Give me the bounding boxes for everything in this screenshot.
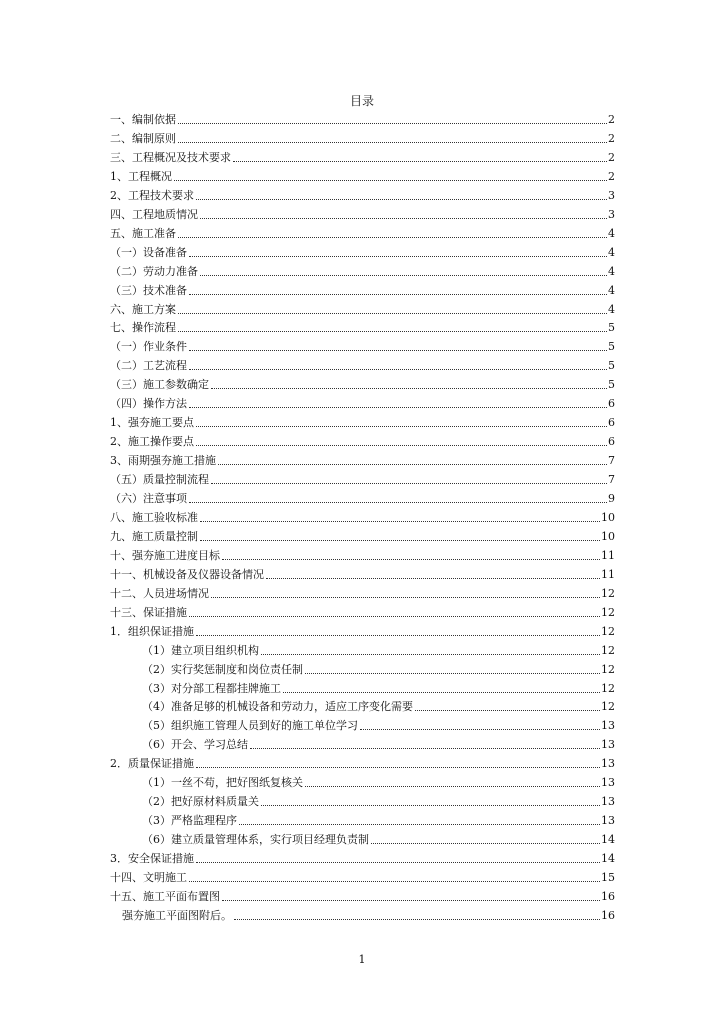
toc-entry[interactable] bbox=[110, 261, 615, 279]
toc-entry[interactable] bbox=[110, 374, 615, 392]
toc-entry[interactable] bbox=[110, 317, 615, 335]
toc-entry-title: 九、施工质量控制 bbox=[110, 529, 198, 543]
toc-entry-title: 十四、文明施工 bbox=[110, 871, 187, 884]
toc-entry-page: 10 bbox=[601, 510, 615, 524]
toc-dot-leader bbox=[189, 349, 607, 351]
toc-entry[interactable] bbox=[110, 393, 615, 411]
toc-entry-page: 6 bbox=[608, 397, 615, 411]
toc-entry-page: 11 bbox=[601, 567, 615, 581]
toc-entry-page: 10 bbox=[601, 529, 615, 543]
toc-entry-page: 5 bbox=[608, 340, 615, 354]
toc-dot-leader bbox=[196, 444, 607, 446]
toc-entry-title: 2、施工操作要点 bbox=[110, 435, 194, 449]
toc-entry-title: （五）质量控制流程 bbox=[110, 473, 209, 487]
toc-dot-leader bbox=[222, 558, 600, 560]
toc-entry[interactable] bbox=[110, 431, 615, 449]
toc-entry-page: 3 bbox=[608, 207, 615, 221]
toc-entry[interactable] bbox=[110, 753, 615, 771]
toc-entry-page: 13 bbox=[601, 795, 615, 809]
toc-entry-page: 16 bbox=[601, 889, 615, 903]
toc-dot-leader bbox=[305, 785, 600, 787]
toc-dot-leader bbox=[222, 899, 600, 901]
toc-dot-leader bbox=[261, 804, 600, 806]
toc-entry-page: 15 bbox=[601, 871, 615, 884]
toc-entry-title: （一）作业条件 bbox=[110, 340, 187, 354]
toc-entry-title: 十五、施工平面布置图 bbox=[110, 889, 220, 903]
toc-entry-title: （二）工艺流程 bbox=[110, 359, 187, 373]
toc-entry-title: （6）开会、学习总结 bbox=[142, 738, 248, 752]
toc-entry-title: 3．安全保证措施 bbox=[110, 852, 194, 866]
toc-entry[interactable] bbox=[110, 450, 615, 468]
toc-dot-leader bbox=[189, 501, 607, 503]
toc-entry-title: （5）组织施工管理人员到好的施工单位学习 bbox=[142, 719, 358, 733]
toc-entry-title: （四）操作方法 bbox=[110, 397, 187, 411]
toc-entry-title: 2、工程技术要求 bbox=[110, 188, 194, 202]
toc-entry-title: 十、强夯施工进度目标 bbox=[110, 548, 220, 562]
toc-entry-title: 1．组织保证措施 bbox=[110, 624, 194, 638]
toc-entry-page: 11 bbox=[601, 548, 615, 562]
toc-entry-page: 12 bbox=[601, 605, 615, 619]
toc-entry[interactable] bbox=[110, 280, 615, 298]
toc-entry-title: （一）设备准备 bbox=[110, 245, 187, 259]
toc-entry-title: （三）技术准备 bbox=[110, 283, 187, 297]
toc-dot-leader bbox=[234, 918, 600, 920]
toc-entry-title: （二）劳动力准备 bbox=[110, 264, 198, 278]
toc-dot-leader bbox=[218, 463, 607, 465]
toc-entry[interactable] bbox=[110, 583, 615, 601]
toc-entry-page: 5 bbox=[608, 378, 615, 392]
toc-entry[interactable] bbox=[110, 128, 615, 146]
toc-dot-leader bbox=[178, 141, 607, 143]
toc-entry-title: 2．质量保证措施 bbox=[110, 757, 194, 771]
toc-dot-leader bbox=[178, 122, 607, 124]
toc-entry-page: 12 bbox=[601, 681, 615, 695]
toc-entry[interactable] bbox=[110, 526, 615, 544]
toc-dot-leader bbox=[174, 179, 607, 181]
toc-entry-page: 2 bbox=[608, 113, 615, 126]
toc-dot-leader bbox=[200, 539, 600, 541]
toc-dot-leader bbox=[196, 634, 600, 636]
toc-entry-title: （4）准备足够的机械设备和劳动力，适应工序变化需要 bbox=[142, 700, 413, 714]
toc-dot-leader bbox=[371, 842, 600, 844]
toc-entry-page: 6 bbox=[608, 435, 615, 449]
toc-dot-leader bbox=[200, 274, 607, 276]
toc-entry[interactable] bbox=[110, 602, 615, 620]
toc-entry-page: 14 bbox=[601, 852, 615, 866]
toc-entry-page: 9 bbox=[608, 492, 615, 505]
toc-entry-title: 3、雨期强夯施工措施 bbox=[110, 454, 216, 468]
toc-entry[interactable] bbox=[110, 223, 615, 241]
toc-entry[interactable] bbox=[142, 715, 615, 733]
toc-entry[interactable] bbox=[142, 734, 615, 752]
toc-dot-leader bbox=[196, 425, 607, 427]
toc-entry-title: 六、施工方案 bbox=[110, 302, 176, 316]
toc-entry[interactable] bbox=[122, 905, 615, 923]
toc-entry[interactable] bbox=[142, 696, 615, 714]
toc-dot-leader bbox=[178, 330, 607, 332]
toc-entry[interactable] bbox=[110, 299, 615, 317]
page-number: 1 bbox=[358, 953, 366, 966]
toc-entry-title: 1、工程概况 bbox=[110, 169, 172, 183]
toc-entry-title: （6）建立质量管理体系，实行项目经理负责制 bbox=[142, 833, 369, 847]
toc-entry[interactable] bbox=[110, 867, 615, 885]
toc-entry[interactable] bbox=[142, 829, 615, 847]
toc-entry-page: 14 bbox=[601, 833, 615, 847]
toc-entry-page: 12 bbox=[601, 662, 615, 676]
toc-entry[interactable] bbox=[110, 545, 615, 563]
toc-entry-page: 12 bbox=[601, 643, 615, 657]
toc-entry-page: 12 bbox=[601, 700, 615, 714]
toc-entry[interactable] bbox=[110, 848, 615, 866]
toc-dot-leader bbox=[178, 236, 607, 238]
toc-entry[interactable] bbox=[142, 678, 615, 696]
toc-entry[interactable] bbox=[110, 886, 615, 904]
toc-entry-page: 12 bbox=[601, 624, 615, 638]
toc-entry-page: 5 bbox=[608, 321, 615, 335]
toc-entry-page: 4 bbox=[608, 226, 615, 240]
toc-dot-leader bbox=[211, 387, 607, 389]
toc-dot-leader bbox=[189, 293, 607, 295]
toc-entry[interactable] bbox=[142, 659, 615, 677]
toc-entry-page: 4 bbox=[608, 264, 615, 278]
toc-dot-leader bbox=[189, 615, 600, 617]
toc-entry-title: 1、强夯施工要点 bbox=[110, 416, 194, 430]
toc-entry-page: 13 bbox=[601, 757, 615, 771]
toc-entry-title: 七、操作流程 bbox=[110, 321, 176, 335]
toc-entry-title: 一、编制依据 bbox=[110, 113, 176, 126]
toc-entry-page: 2 bbox=[608, 150, 615, 164]
toc-dot-leader bbox=[250, 747, 600, 749]
toc-dot-leader bbox=[233, 160, 607, 162]
toc-dot-leader bbox=[200, 217, 607, 219]
toc-entry[interactable] bbox=[142, 772, 615, 790]
toc-dot-leader bbox=[283, 691, 600, 693]
toc-title: 目录 bbox=[349, 94, 374, 108]
toc-entry-page: 4 bbox=[608, 245, 615, 259]
toc-entry[interactable] bbox=[110, 469, 615, 487]
toc-entry-page: 7 bbox=[608, 473, 615, 487]
toc-entry-title: 三、工程概况及技术要求 bbox=[110, 150, 231, 164]
toc-entry-page: 5 bbox=[608, 359, 615, 373]
toc-entry-title: （1）一丝不苟，把好图纸复核关 bbox=[142, 776, 303, 790]
toc-dot-leader bbox=[189, 406, 607, 408]
toc-entry-page: 7 bbox=[608, 454, 615, 468]
toc-dot-leader bbox=[305, 672, 600, 674]
toc-entry-title: 二、编制原则 bbox=[110, 131, 176, 145]
toc-dot-leader bbox=[261, 653, 600, 655]
toc-entry-page: 2 bbox=[608, 131, 615, 145]
toc-dot-leader bbox=[239, 823, 600, 825]
toc-entry-title: （六）注意事项 bbox=[110, 492, 187, 505]
toc-dot-leader bbox=[200, 520, 600, 522]
toc-entry[interactable] bbox=[142, 640, 615, 658]
toc-entry-page: 4 bbox=[608, 283, 615, 297]
toc-dot-leader bbox=[415, 709, 600, 711]
toc-entry[interactable] bbox=[110, 166, 615, 184]
toc-entry-page: 13 bbox=[601, 776, 615, 790]
toc-entry[interactable] bbox=[110, 412, 615, 430]
toc-entry-page: 13 bbox=[601, 814, 615, 828]
toc-dot-leader bbox=[189, 255, 607, 257]
toc-entry[interactable] bbox=[110, 621, 615, 639]
toc-dot-leader bbox=[360, 728, 600, 730]
toc-entry-title: 四、工程地质情况 bbox=[110, 207, 198, 221]
toc-dot-leader bbox=[196, 861, 600, 863]
toc-dot-leader bbox=[211, 482, 607, 484]
toc-dot-leader bbox=[211, 596, 600, 598]
toc-entry-page: 16 bbox=[601, 908, 615, 922]
toc-entry[interactable] bbox=[142, 791, 615, 809]
toc-entry-title: （三）施工参数确定 bbox=[110, 378, 209, 392]
toc-entry-page: 2 bbox=[608, 169, 615, 183]
toc-entry-page: 13 bbox=[601, 738, 615, 752]
toc-dot-leader bbox=[266, 577, 600, 579]
toc-entry[interactable] bbox=[110, 507, 615, 525]
toc-entry[interactable] bbox=[110, 147, 615, 165]
toc-entry-page: 4 bbox=[608, 302, 615, 316]
toc-dot-leader bbox=[189, 880, 600, 882]
toc-entry-title: （2）把好原材料质量关 bbox=[142, 795, 259, 809]
toc-entry-title: （3）严格监理程序 bbox=[142, 814, 237, 828]
toc-entry[interactable] bbox=[110, 204, 615, 222]
toc-entry[interactable] bbox=[142, 810, 615, 828]
toc-entry[interactable] bbox=[110, 564, 615, 582]
toc-dot-leader bbox=[178, 312, 607, 314]
toc-entry[interactable] bbox=[110, 355, 615, 373]
toc-entry-title: 十三、保证措施 bbox=[110, 605, 187, 619]
toc-entry-title: 十二、人员进场情况 bbox=[110, 586, 209, 600]
toc-dot-leader bbox=[196, 198, 607, 200]
toc-dot-leader bbox=[189, 368, 607, 370]
toc-entry-title: （1）建立项目组织机构 bbox=[142, 643, 259, 657]
toc-entry-page: 13 bbox=[601, 719, 615, 733]
toc-entry[interactable] bbox=[110, 185, 615, 203]
toc-entry-title: 八、施工验收标准 bbox=[110, 510, 198, 524]
toc-entry[interactable] bbox=[110, 488, 615, 506]
toc-entry-page: 6 bbox=[608, 416, 615, 430]
toc-entry-page: 3 bbox=[608, 188, 615, 202]
toc-entry-title: 五、施工准备 bbox=[110, 226, 176, 240]
toc-entry-title: 强夯施工平面图附后。 bbox=[122, 908, 232, 922]
toc-entry-page: 12 bbox=[601, 586, 615, 600]
toc-entry-title: （3）对分部工程都挂牌施工 bbox=[142, 681, 281, 695]
toc-entry[interactable] bbox=[110, 242, 615, 260]
toc-entry[interactable] bbox=[110, 336, 615, 354]
toc-dot-leader bbox=[196, 766, 600, 768]
toc-entry[interactable] bbox=[110, 109, 615, 127]
toc-entry-title: 十一、机械设备及仪器设备情况 bbox=[110, 567, 264, 581]
toc-entry-title: （2）实行奖惩制度和岗位责任制 bbox=[142, 662, 303, 676]
